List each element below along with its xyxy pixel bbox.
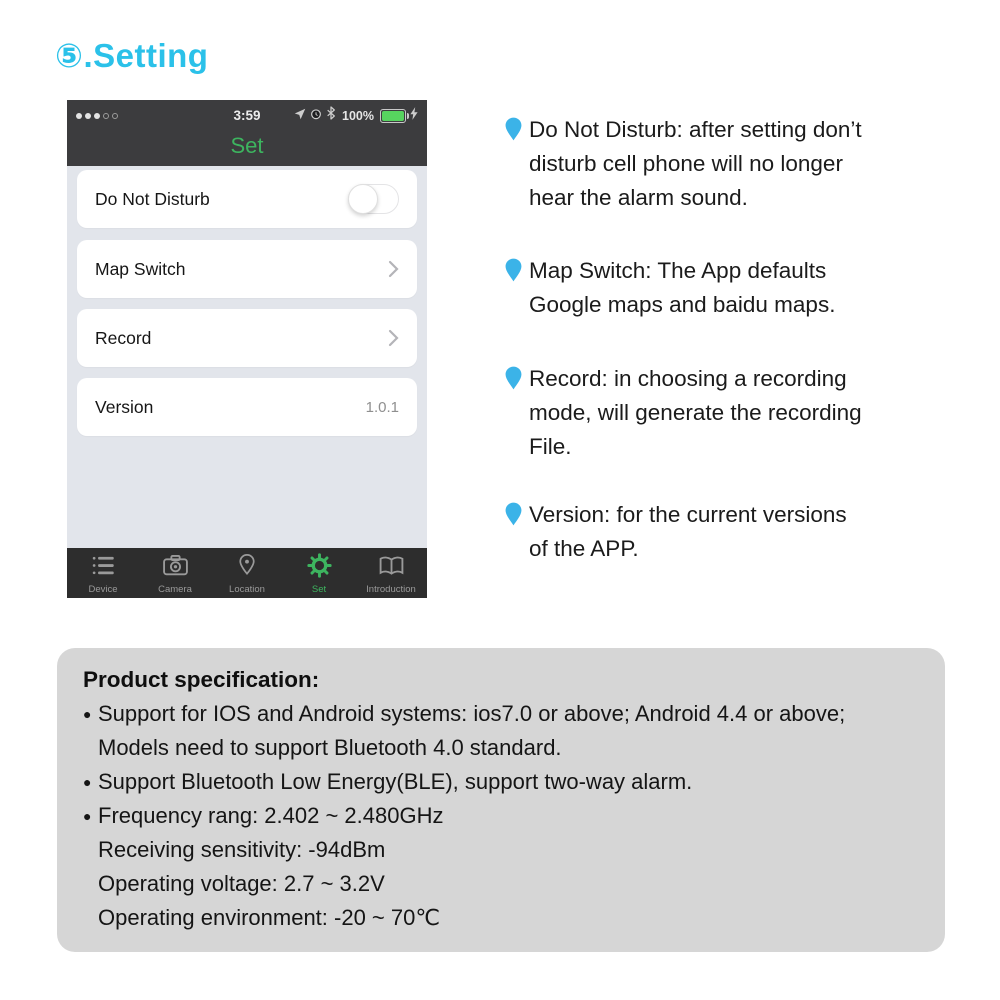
spec-text: Receiving sensitivity: -94dBm	[98, 837, 386, 862]
gear-icon	[307, 553, 332, 583]
row-record[interactable]	[77, 309, 417, 367]
bullet: ●	[83, 808, 92, 824]
annotation-line: disturb cell phone will no longer	[529, 151, 843, 176]
do-not-disturb-toggle[interactable]	[348, 184, 399, 214]
tab-label: Camera	[158, 584, 192, 595]
open-book-icon	[378, 553, 405, 583]
spec-text: Support Bluetooth Low Energy(BLE), support two-way alarm.	[98, 769, 693, 794]
navigation-arrow-icon	[294, 107, 306, 125]
chevron-right-icon	[388, 329, 399, 347]
product-specification-box	[57, 648, 945, 952]
battery-percent: 100%	[342, 108, 374, 123]
spec-text: Operating environment: -20 ~ 70℃	[98, 905, 441, 930]
alarm-icon	[310, 107, 322, 125]
spec-line	[83, 833, 919, 867]
annotation-line: Do Not Disturb: after setting don’t	[529, 117, 862, 142]
drop-pin-icon	[505, 502, 522, 531]
settings-list	[67, 166, 427, 548]
phone-screenshot	[67, 100, 427, 598]
annotation-line: Record: in choosing a recording	[529, 366, 847, 391]
spec-text: Frequency rang: 2.402 ~ 2.480GHz	[98, 803, 444, 828]
row-do-not-disturb[interactable]	[77, 170, 417, 228]
spec-line	[83, 765, 919, 799]
row-label: Do Not Disturb	[95, 188, 210, 209]
drop-pin-icon	[505, 117, 522, 146]
charging-bolt-icon	[410, 107, 418, 125]
bullet	[83, 901, 98, 935]
spec-line	[83, 731, 919, 765]
tab-label: Location	[229, 584, 265, 595]
row-version[interactable]	[77, 378, 417, 436]
spec-line	[83, 799, 919, 833]
annotation-line: Map Switch: The App defaults	[529, 258, 827, 283]
battery-icon	[380, 109, 406, 123]
bullet: ●	[83, 774, 92, 790]
annotation-record	[505, 362, 955, 464]
bullet	[83, 867, 98, 901]
tab-camera[interactable]	[139, 548, 211, 598]
phone-header	[67, 100, 427, 166]
location-pin-icon	[235, 553, 259, 583]
bullet	[83, 833, 98, 867]
tab-introduction[interactable]	[355, 548, 427, 598]
drop-pin-icon	[505, 258, 522, 287]
row-label: Version	[95, 396, 154, 417]
tab-label: Introduction	[366, 584, 416, 595]
drop-pin-icon	[505, 366, 522, 395]
annotation-line: Google maps and baidu maps.	[529, 292, 836, 317]
spec-line	[83, 901, 919, 935]
chevron-right-icon	[388, 260, 399, 278]
spec-title: Product specification:	[83, 667, 320, 692]
annotation-line: File.	[529, 434, 572, 459]
annotation-line: of the APP.	[529, 536, 639, 561]
annotation-line: hear the alarm sound.	[529, 185, 748, 210]
version-value: 1.0.1	[365, 398, 399, 416]
bluetooth-icon	[326, 106, 336, 125]
status-time: 3:59	[233, 108, 261, 123]
spec-line	[83, 697, 919, 731]
status-bar	[67, 100, 427, 124]
bottom-tab-bar	[67, 548, 427, 598]
spec-text: Models need to support Bluetooth 4.0 standard.	[98, 735, 562, 760]
spec-text: Operating voltage: 2.7 ~ 3.2V	[98, 871, 385, 896]
spec-text: Support for IOS and Android systems: ios7.0 or above; Android 4.4 or above;	[98, 701, 846, 726]
camera-icon	[162, 553, 189, 583]
annotation-version	[505, 498, 955, 566]
annotation-map-switch	[505, 254, 955, 322]
page-title: ⑤.Setting	[55, 37, 209, 74]
tab-location[interactable]	[211, 548, 283, 598]
tab-label: Set	[311, 584, 327, 595]
tab-label: Device	[88, 584, 118, 595]
row-label: Record	[95, 327, 152, 348]
screen-title: Set	[230, 133, 264, 158]
bullet	[83, 731, 98, 765]
toggle-knob	[348, 184, 378, 214]
annotation-line: Version: for the current versions	[529, 502, 847, 527]
annotation-do-not-disturb	[505, 113, 955, 215]
device-list-icon	[91, 553, 116, 583]
tab-set[interactable]	[283, 548, 355, 598]
bullet: ●	[83, 706, 92, 722]
row-map-switch[interactable]	[77, 240, 417, 298]
spec-line	[83, 867, 919, 901]
tab-device[interactable]	[67, 548, 139, 598]
row-label: Map Switch	[95, 258, 186, 279]
signal-dots-icon	[76, 113, 118, 119]
annotation-line: mode, will generate the recording	[529, 400, 862, 425]
